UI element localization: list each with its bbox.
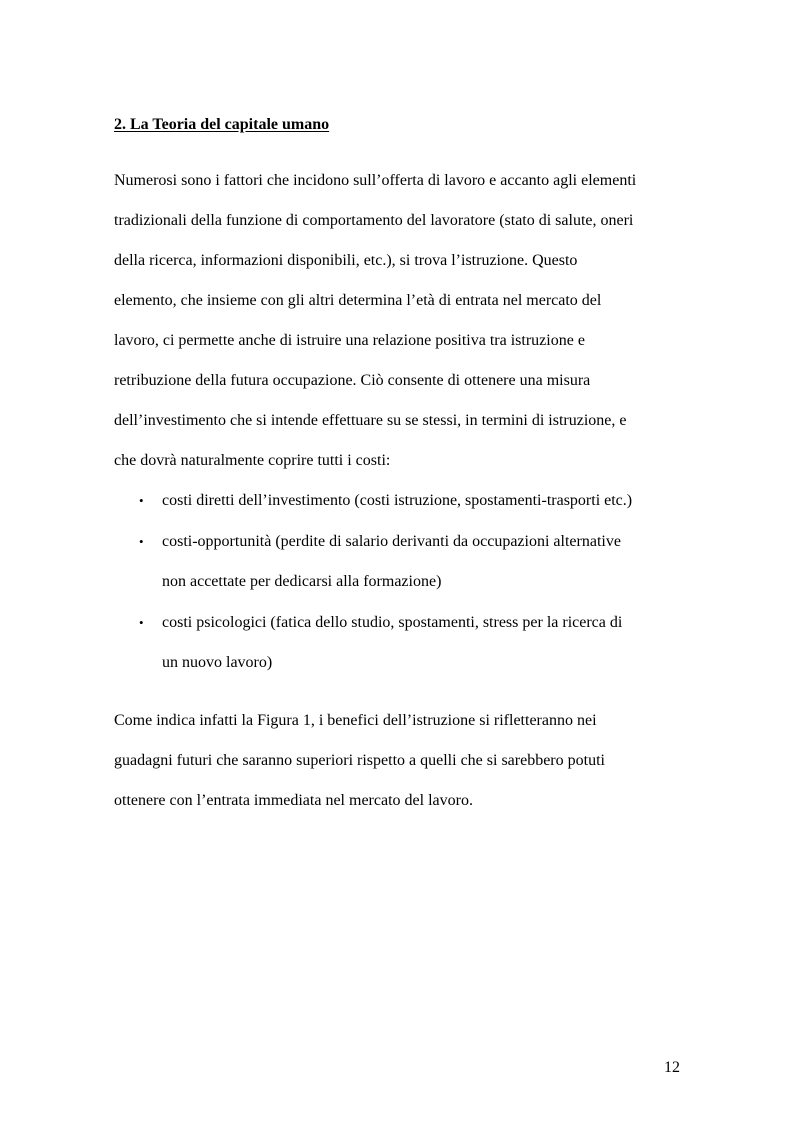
paragraph-2-line: guadagni futuri che saranno superiori rispetto a quelli che si sarebbero potuti <box>114 752 605 769</box>
bullet-icon: • <box>139 615 144 630</box>
paragraph-1-line: della ricerca, informazioni disponibili, etc.), si trova l’istruzione. Questo <box>114 252 578 269</box>
paragraph-1-line: che dovrà naturalmente coprire tutti i costi: <box>114 452 391 469</box>
bullet-icon: • <box>139 493 144 508</box>
bullet-icon: • <box>139 534 144 549</box>
section-heading: 2. La Teoria del capitale umano <box>114 116 330 133</box>
paragraph-1-line: retribuzione della futura occupazione. Ciò consente di ottenere una misura <box>114 372 591 389</box>
paragraph-1-line: elemento, che insieme con gli altri determina l’età di entrata nel mercato del <box>114 292 602 309</box>
paragraph-2-line: ottenere con l’entrata immediata nel mercato del lavoro. <box>114 792 473 809</box>
paragraph-1-line: dell’investimento che si intende effettuare su se stessi, in termini di istruzione, e <box>114 412 627 429</box>
bullet-item-line: costi diretti dell’investimento (costi istruzione, spostamenti-trasporti etc.) <box>162 492 633 509</box>
paragraph-1-line: lavoro, ci permette anche di istruire una relazione positiva tra istruzione e <box>114 332 585 349</box>
paragraph-2-line: Come indica infatti la Figura 1, i benefici dell’istruzione si rifletteranno nei <box>114 712 597 729</box>
bullet-item-line: non accettate per dedicarsi alla formazione) <box>162 573 442 590</box>
bullet-item-line: costi psicologici (fatica dello studio, spostamenti, stress per la ricerca di <box>162 614 623 631</box>
paragraph-1-line: Numerosi sono i fattori che incidono sull’offerta di lavoro e accanto agli elementi <box>114 172 637 189</box>
paragraph-1-line: tradizionali della funzione di comportamento del lavoratore (stato di salute, oneri <box>114 212 634 229</box>
bullet-item-line: un nuovo lavoro) <box>162 654 273 671</box>
bullet-item-line: costi-opportunità (perdite di salario derivanti da occupazioni alternative <box>162 533 621 550</box>
page-number: 12 <box>664 1059 680 1076</box>
